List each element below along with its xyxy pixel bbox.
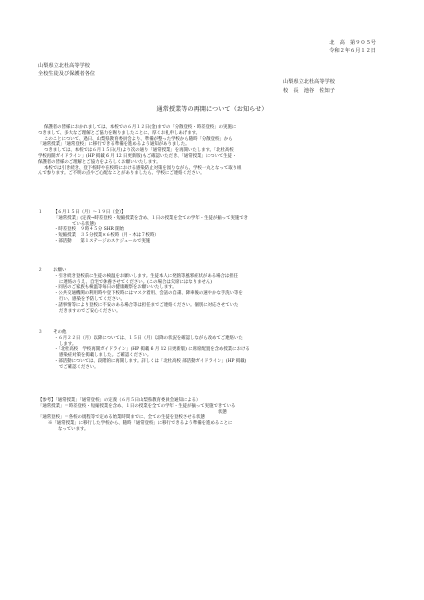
reference-line4: ※「通常授業」に移行した学校から、随時「通常登校」に移行できるよう準備を進めることに bbox=[48, 421, 233, 427]
section-3 bbox=[38, 330, 394, 371]
section-1-line5: ・部活動 第１ステージのスケジュールで実施 bbox=[54, 238, 151, 244]
reference-line1: 「通常授業」＝時差登校・短縮授業を含め、１日の授業を全ての学年・生徒が揃って実施できている bbox=[38, 403, 236, 409]
body-p4-line2: んで参ります。ご不明の点やご心配なことがありましたら、学校にご連絡ください。 bbox=[38, 171, 205, 177]
section-3-line3: ・「北杜高校 学校再開ガイドライン」(HP 掲載 6 月 12 日更新版) に席席配置を含め授業における bbox=[54, 347, 250, 353]
document-number: 北 高 第９０５号 bbox=[329, 40, 376, 46]
body-text bbox=[38, 125, 390, 177]
body-p3-line1: つきましては、本校では６月１５日(月)より次の通り「通常授業」を再開いたします。「北杜高校 bbox=[44, 148, 234, 154]
section-1-heading: 【６月１５日（月）～１９日（金）】 bbox=[53, 210, 126, 215]
reference-line3: 「通常登校」＝各校の規程等で定める始業時間までに、全ての生徒を登校させる状態 bbox=[38, 415, 205, 421]
section-3-heading: その他 bbox=[53, 330, 67, 335]
section-3-line4: 感染症対策を掲載しました。ご確認ください。 bbox=[59, 353, 152, 359]
section-2-line3: ・同居のご家族も検温等毎日の健康観察をお願いいたします。 bbox=[54, 285, 177, 291]
reference-note bbox=[38, 398, 394, 433]
section-2-line6: ・諸事情等により登校に不安のある場合等は担任までご連絡ください。個別に対応させていた bbox=[54, 302, 239, 308]
section-2-heading: お願い bbox=[53, 268, 67, 273]
section-1-line1: 「通常授業」(定義→時差登校・短縮授業を含め、１日の授業を全ての学年・生徒が揃って実施でき bbox=[54, 215, 249, 221]
section-3-line6: でご確認ください。 bbox=[59, 364, 99, 370]
section-3-line2: します。 bbox=[59, 341, 77, 347]
section-1-line3: ・時差登校 ９時４５分 SHR 開始 bbox=[54, 227, 125, 233]
reference-heading: 【参考】「通常授業」「通常登校」の定義（６月５日山梨県教育委員会通知による） bbox=[38, 398, 201, 403]
section-3-number: ３ bbox=[38, 330, 43, 335]
section-2-line5: 行い、感染を予防してください。 bbox=[59, 296, 125, 302]
section-1 bbox=[38, 210, 394, 245]
section-3-line1: ・６月２２日（月）以降については、１５日（月）以降の状況を確認しながら改めてご連絡いた bbox=[54, 335, 243, 341]
section-2-number: ２ bbox=[38, 268, 43, 273]
reference-line5: なっています。 bbox=[58, 426, 89, 432]
section-2-line4: ・公共交通機関の利用時や登下校時にはマスク着用、会話の自粛、降車後の速やかな手洗い等を bbox=[54, 291, 243, 297]
section-1-line2: ている状態) bbox=[72, 221, 96, 227]
recipient-school: 山梨県立北杜高等学校 bbox=[38, 63, 90, 69]
section-2-line7: だきますのでご安心ください。 bbox=[59, 308, 121, 314]
section-2-line1: ・引き続き登校前に生徒の検温をお願いします。生徒本人に発熱等風邪症状がある場合は担任 bbox=[54, 273, 239, 279]
section-1-number: １ bbox=[38, 210, 43, 215]
recipient-audience: 全校生徒及び保護者各位 bbox=[38, 71, 96, 77]
body-p3-line2: 学校再開ガイドライン」(HP 掲載 6 月 12 日更新版)もご確認いただき、「通常授業」について生徒・ bbox=[38, 153, 237, 159]
body-p3-line3: 保護者の皆様のご理解とご協力をよろしくお願いいたします。 bbox=[38, 159, 161, 165]
section-2-line2: に連絡のうえ、自宅で休養させてください。(この場合は欠席にはなりません) bbox=[59, 279, 212, 285]
body-p1-line2: つきまして、多大なご理解とご協力を賜りましたことに、厚くお礼申しあげます。 bbox=[38, 130, 201, 136]
sender-principal: 校 長 池谷 佐知子 bbox=[283, 88, 335, 94]
document-title: 通常授業等の再開について（お知らせ） bbox=[156, 106, 268, 113]
sender-school: 山梨県立北杜高等学校 bbox=[283, 79, 335, 85]
section-2 bbox=[38, 268, 394, 314]
document-date: 令和２年６月１２日 bbox=[329, 48, 376, 54]
section-3-line5: ・部活動については、段階的に再開します。詳しくは「北杜高校 部活動ガイドライン」(HP 掲載) bbox=[54, 358, 247, 364]
section-1-line4: ・短縮授業 ３５分授業×６校時（月・木は７校時） bbox=[54, 233, 159, 239]
body-p1-line1: 保護者の皆様におかれましては、本校での６月１２日(金)までの「分散登校・時差登校」の実施に bbox=[44, 125, 237, 130]
body-p4-line1: 本校では引き続き、登下校時や在校時における感染防止対策を図りながら、学校一丸となって取り組 bbox=[44, 165, 242, 171]
body-p2-line2: 「通常授業」「通常登校」に移行できる準備を進めるよう通知がありました。 bbox=[38, 142, 190, 148]
body-p2-line1: このことについて、過日、山梨県教育委員会より、準備が整った学校から随時「分散登校」から bbox=[44, 136, 233, 142]
reference-line2: 状態 bbox=[218, 409, 227, 415]
